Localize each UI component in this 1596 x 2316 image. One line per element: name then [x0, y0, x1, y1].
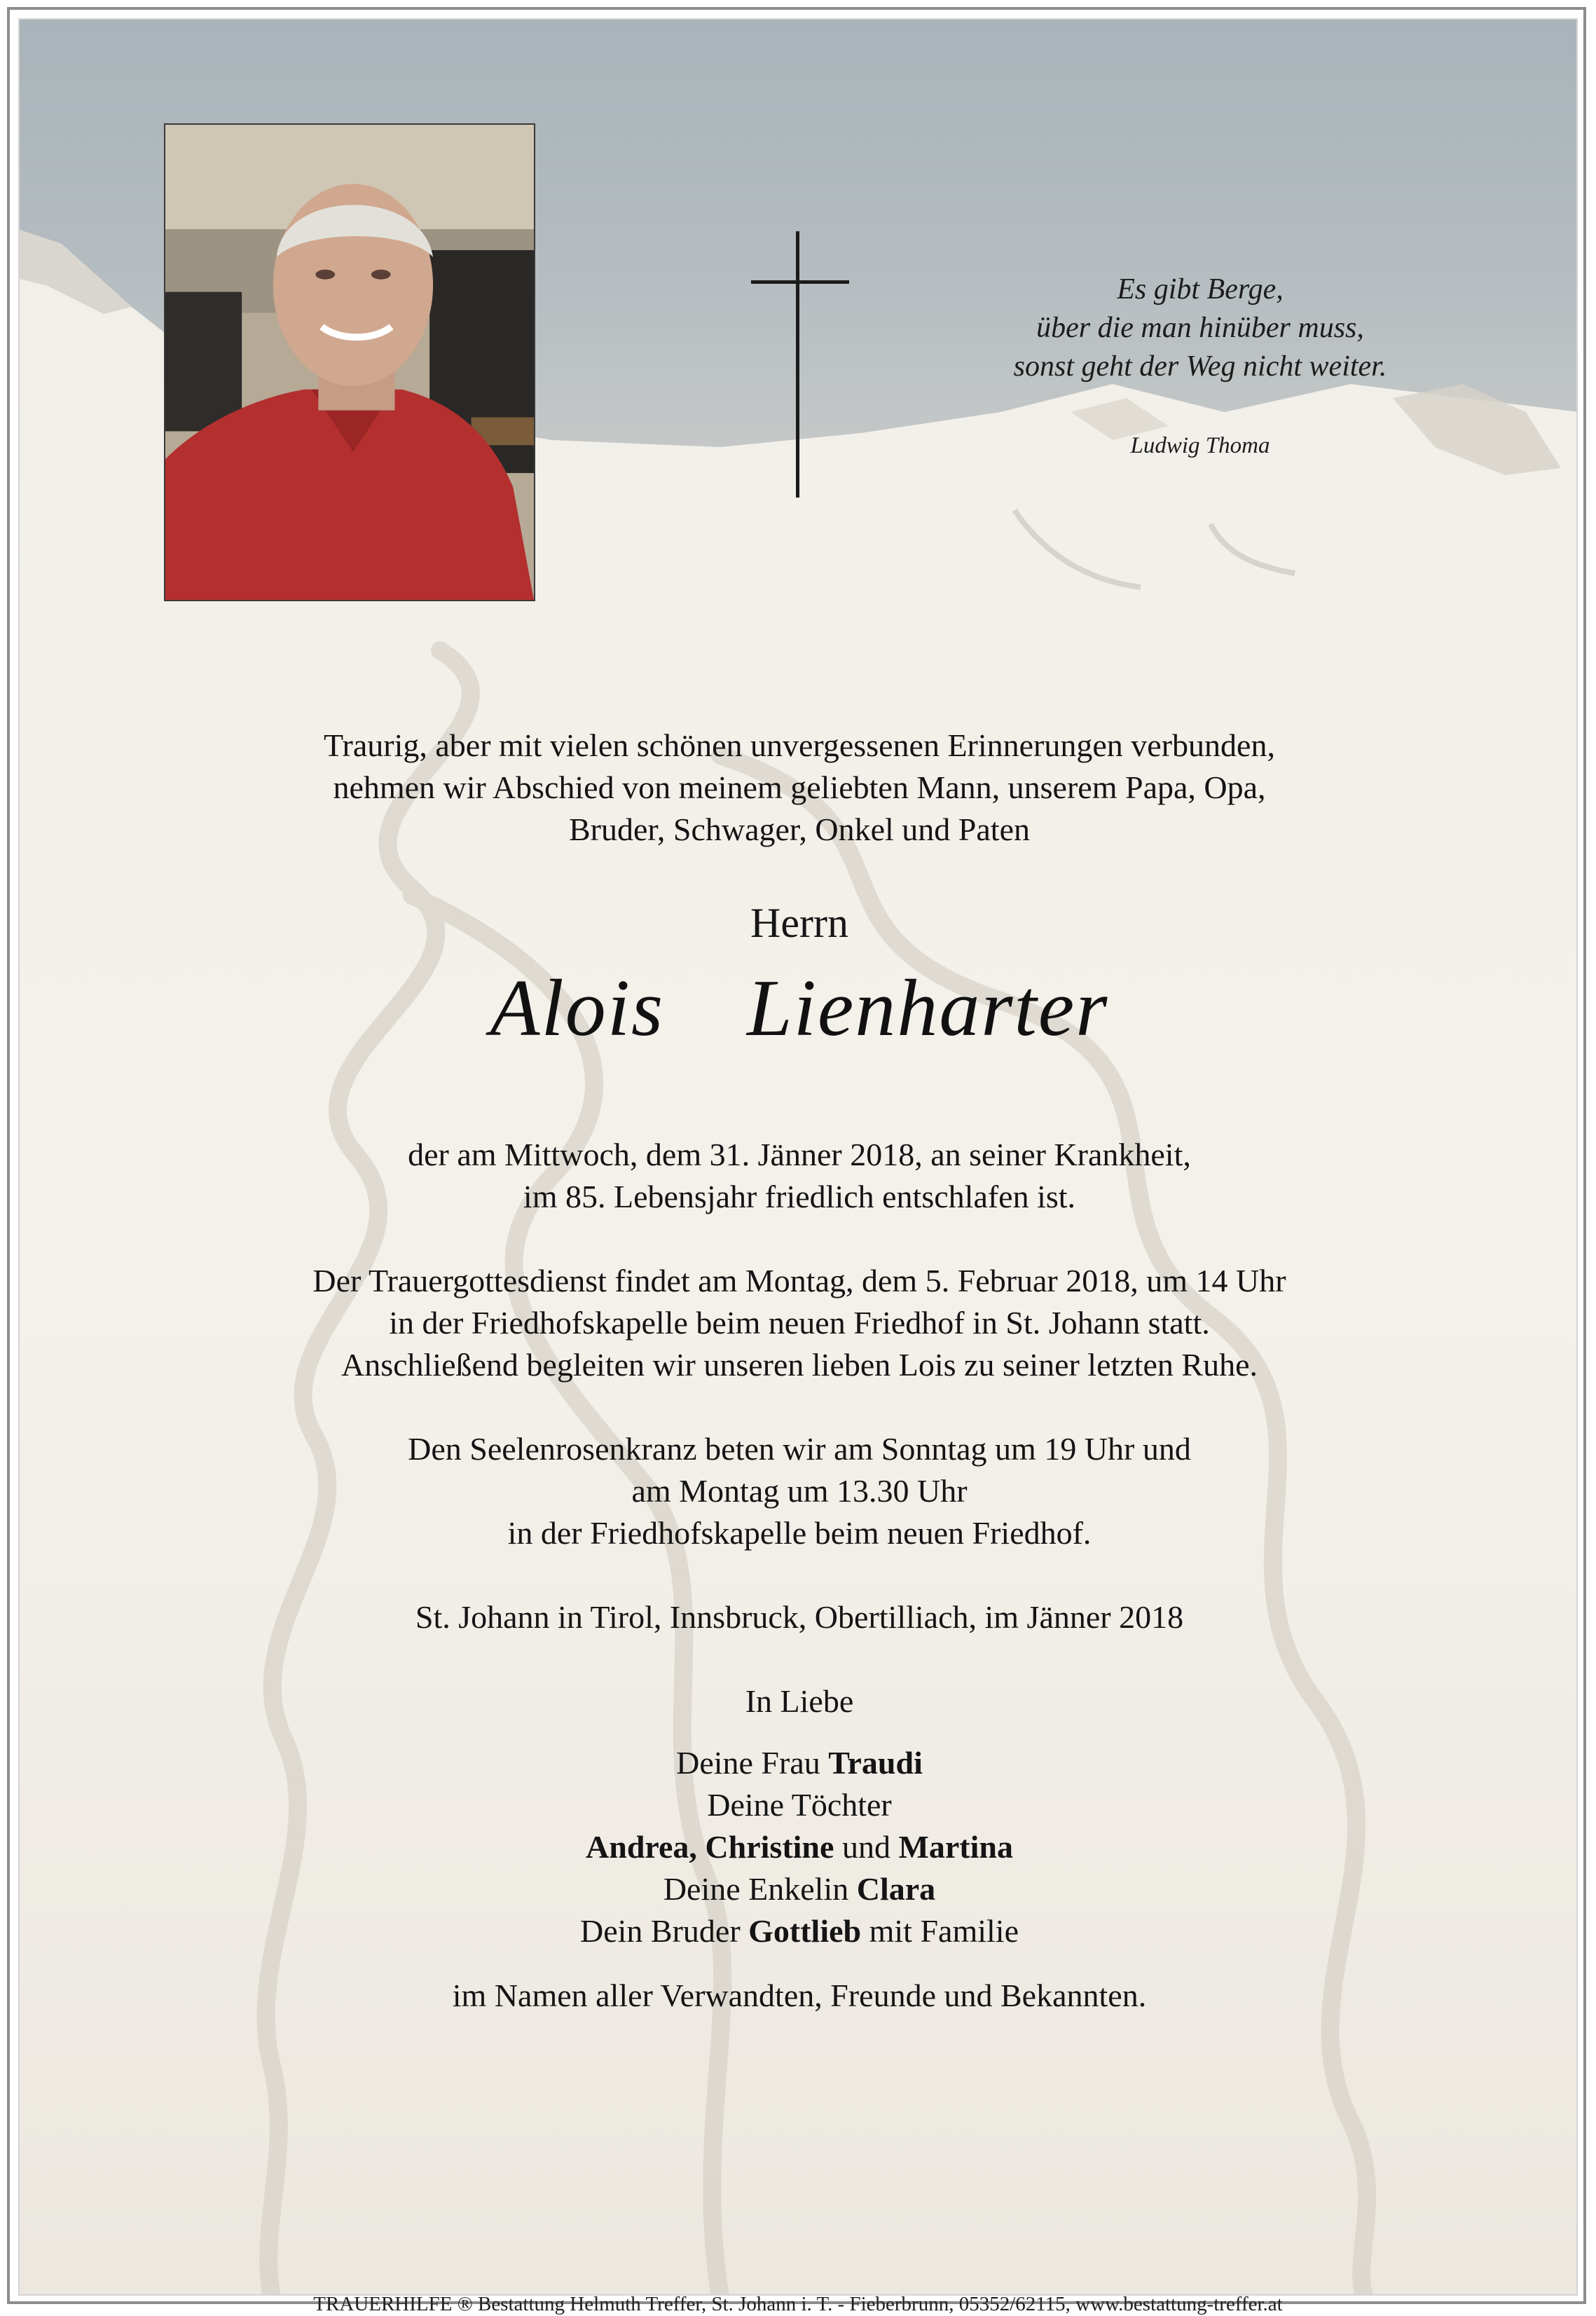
rosary-line: am Montag um 13.30 Uhr — [631, 1473, 968, 1509]
mourner-wife — [20, 1742, 1578, 1784]
mourner-prefix: Deine Frau — [676, 1745, 829, 1781]
mourner-brother — [20, 1910, 1578, 1952]
rosary-line: Den Seelenrosenkranz beten wir am Sonntag um 19 Uhr und — [408, 1431, 1191, 1467]
portrait-photo — [164, 123, 535, 601]
deceased-name: Alois Lienharter — [490, 964, 1109, 1053]
quote-author: Ludwig Thoma — [1130, 433, 1270, 458]
closing-line: im Namen aller Verwandten, Freunde und Bekannten. — [452, 1978, 1147, 2013]
funeral-line: Der Trauergottesdienst findet am Montag, dem 5. Februar 2018, um 14 Uhr — [312, 1263, 1286, 1299]
mourner-prefix: Deine Enkelin — [663, 1871, 857, 1907]
mourner-name: Traudi — [828, 1745, 923, 1781]
quote — [944, 270, 1456, 386]
mourner-granddaughter — [20, 1868, 1578, 1910]
quote-line: Es gibt Berge, — [1117, 273, 1284, 306]
intro-line: Traurig, aber mit vielen schönen unvergessenen Erinnerungen verbunden, — [324, 727, 1275, 763]
mourner-name: Andrea, Christine — [586, 1829, 834, 1865]
mourner-name: Martina — [898, 1829, 1013, 1865]
mourner-suffix: mit Familie — [861, 1913, 1019, 1949]
cross-icon — [751, 231, 849, 498]
funeral-line: in der Friedhofskapelle beim neuen Friedhof in St. Johann statt. — [389, 1305, 1210, 1341]
in-love — [20, 1680, 1578, 1722]
intro-line: Bruder, Schwager, Onkel und Paten — [568, 811, 1031, 847]
mourner-conjunction: und — [834, 1829, 899, 1865]
place-date — [20, 1596, 1578, 1638]
rosary-info — [20, 1428, 1578, 1554]
death-notice-line: im 85. Lebensjahr friedlich entschlafen ist. — [523, 1179, 1076, 1214]
closing — [20, 1975, 1578, 2017]
funeral-home-footer: TRAUERHILFE ® Bestattung Helmuth Treffer, St. Johann i. T. - Fieberbrunn, 05352/62115, www.bestattung-treffer.at — [313, 2293, 1283, 2315]
in-love-line: In Liebe — [745, 1683, 854, 1719]
quote-line: über die man hinüber muss, — [1036, 312, 1364, 344]
rosary-line: in der Friedhofskapelle beim neuen Friedhof. — [507, 1515, 1092, 1551]
place-date-line: St. Johann in Tirol, Innsbruck, Obertilliach, im Jänner 2018 — [415, 1599, 1184, 1635]
salutation: Herrn — [750, 900, 848, 946]
quote-line: sonst geht der Weg nicht weiter. — [1013, 350, 1387, 383]
mourners-list — [20, 1742, 1578, 1952]
death-notice — [20, 1134, 1578, 1218]
mourner-daughters-label: Deine Töchter — [707, 1787, 892, 1823]
funeral-info — [20, 1260, 1578, 1386]
mourner-name: Gottlieb — [748, 1913, 862, 1949]
funeral-line: Anschließend begleiten wir unseren lieben Lois zu seiner letzten Ruhe. — [340, 1347, 1258, 1383]
mourner-daughters — [20, 1826, 1578, 1868]
background-photo-snow-mountain — [18, 18, 1578, 2296]
death-notice-line: der am Mittwoch, dem 31. Jänner 2018, an seiner Krankheit, — [408, 1137, 1191, 1172]
mourner-prefix: Dein Bruder — [579, 1913, 749, 1949]
intro-text — [20, 725, 1578, 851]
mourner-name: Clara — [856, 1871, 936, 1907]
intro-line: nehmen wir Abschied von meinem geliebten Mann, unserem Papa, Opa, — [333, 769, 1266, 805]
